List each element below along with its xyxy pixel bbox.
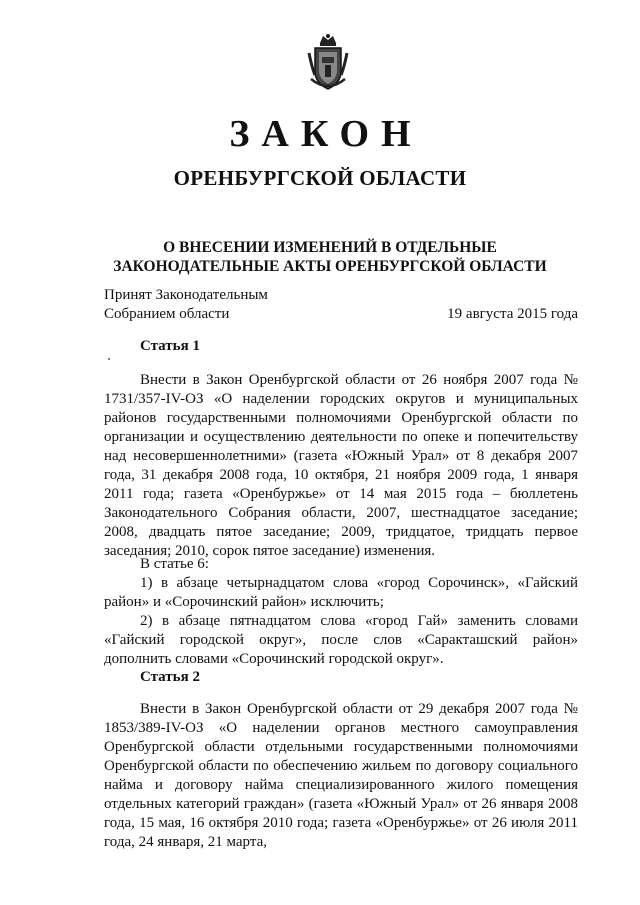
article-2-title: Статья 2: [140, 669, 200, 685]
article-1-paragraph-1: Внести в Закон Оренбургской области от 26 ноября 2007 года № 1731/357-IV-ОЗ «О наделении городских округов и муниципальных районов государственными полномочиями Оренбургской области по организации и осуществлению деятельности по опеке и попечительству над несовершеннолетними» (газета «Южный Урал» от 8 декабря 2007 года, 31 декабря 2008 года, 10 октября, 21 ноября 2009 года, 1 января 2011 года; газета «Оренбуржье» от 14 мая 2015 года – бюллетень Законодательного Собрания области, 2007, шестнадцатое заседание; 2008, двадцать пятое заседание; 2009, тридцатое, тридцать первое заседания; 2010, сорок пятое заседание) изменения.: [104, 372, 578, 559]
adoption-info: [104, 286, 268, 324]
document-title: ЗАКОН: [229, 113, 423, 155]
adoption-line-1: Принят Законодательным: [104, 287, 268, 303]
article-2-paragraph-1: Внести в Закон Оренбургской области от 29 декабря 2007 года № 1853/389-IV-ОЗ «О наделении органов местного самоуправления Оренбургской области отдельными государственными полномочиями Оренбургской области по обеспечению жильем по договору социального найма и договору найма специализированного жилого помещения отдельных категорий граждан» (газета «Южный Урал» от 26 января 2008 года, 15 мая, 16 октября 2010 года; газета «Оренбуржье» от 26 июля 2011 года, 24 января, 21 марта,: [104, 701, 578, 850]
law-heading: О ВНЕСЕНИИ ИЗМЕНЕНИЙ В ОТДЕЛЬНЫЕ ЗАКОНОДАТЕЛЬНЫЕ АКТЫ ОРЕНБУРГСКОЙ ОБЛАСТИ: [113, 239, 547, 275]
document-subtitle: ОРЕНБУРГСКОЙ ОБЛАСТИ: [173, 166, 467, 190]
article-1-paragraph-2: В статье 6:: [140, 556, 209, 572]
adoption-line-2: Собранием области: [104, 306, 230, 322]
adoption-date: 19 августа 2015 года: [447, 306, 578, 322]
scan-dot: [108, 358, 110, 360]
coat-of-arms-emblem: [303, 33, 353, 93]
article-1-item-1: 1) в абзаце четырнадцатом слова «город Сорочинск», «Гайский район» и «Сорочинский район» исключить;: [104, 575, 578, 610]
article-1-item-2: 2) в абзаце пятнадцатом слова «город Гай» заменить словами «Гайский городской округ», после слов «Саракташский район» дополнить словами «Сорочинский городской округ».: [104, 613, 578, 667]
article-1-title: Статья 1: [140, 338, 200, 354]
